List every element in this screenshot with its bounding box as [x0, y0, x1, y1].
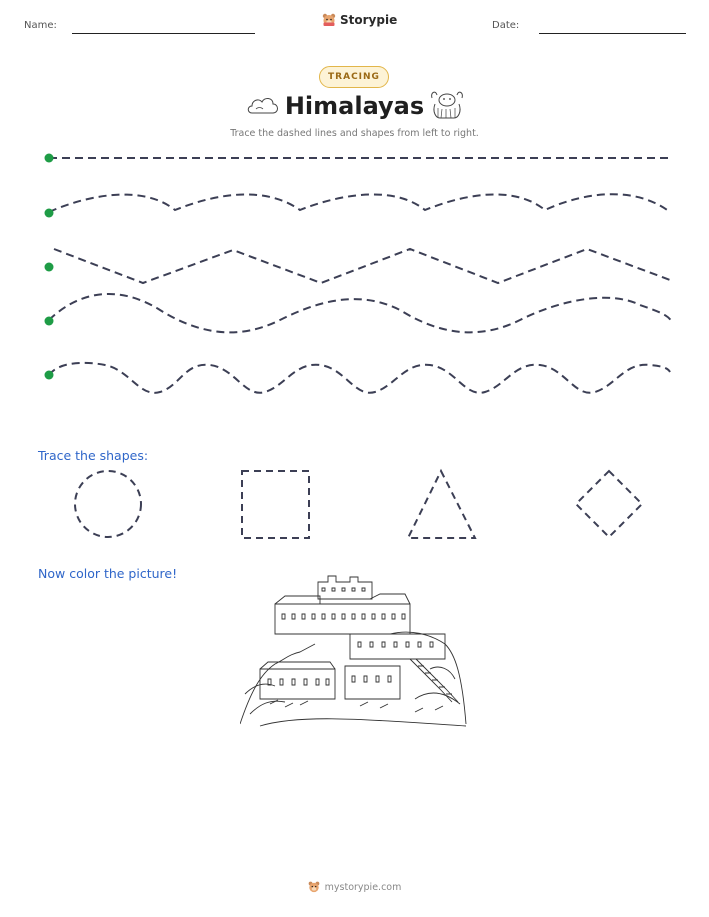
- trace-circle: [75, 471, 141, 537]
- yak-icon: [428, 88, 466, 122]
- tracing-shapes: [0, 462, 709, 552]
- bear-mascot-icon: [308, 881, 320, 893]
- name-field[interactable]: [72, 33, 255, 34]
- trace-square: [242, 471, 309, 538]
- himalayan-palace-illustration: [240, 574, 468, 730]
- trace-line-smooth-wave: [49, 294, 672, 332]
- start-dot: [45, 263, 54, 272]
- brand-logo: [322, 13, 397, 27]
- instructions: Trace the dashed lines and shapes from left to right.: [230, 128, 479, 139]
- page-title: Himalayas: [284, 92, 425, 120]
- color-heading: Now color the picture!: [38, 566, 178, 581]
- trace-diamond: [576, 471, 642, 537]
- tracing-lines: [0, 140, 709, 400]
- trace-line-bumpy-wave: [49, 363, 670, 393]
- trace-line-zigzag: [54, 249, 670, 283]
- date-field[interactable]: [539, 33, 686, 34]
- shapes-heading: Trace the shapes:: [38, 448, 149, 463]
- bear-mascot-icon: [322, 13, 336, 27]
- brand-name: Storypie: [340, 13, 398, 27]
- footer-url[interactable]: mystorypie.com: [324, 881, 402, 893]
- name-label: Name:: [24, 20, 57, 31]
- start-dot: [45, 371, 54, 380]
- trace-line-gentle-wave: [49, 194, 670, 212]
- start-dot: [45, 209, 54, 218]
- start-dot: [45, 154, 54, 163]
- date-label: Date:: [492, 20, 520, 31]
- trace-triangle: [408, 471, 475, 538]
- start-dot: [45, 317, 54, 326]
- tracing-badge: TRACING: [319, 66, 389, 88]
- footer: [0, 881, 709, 893]
